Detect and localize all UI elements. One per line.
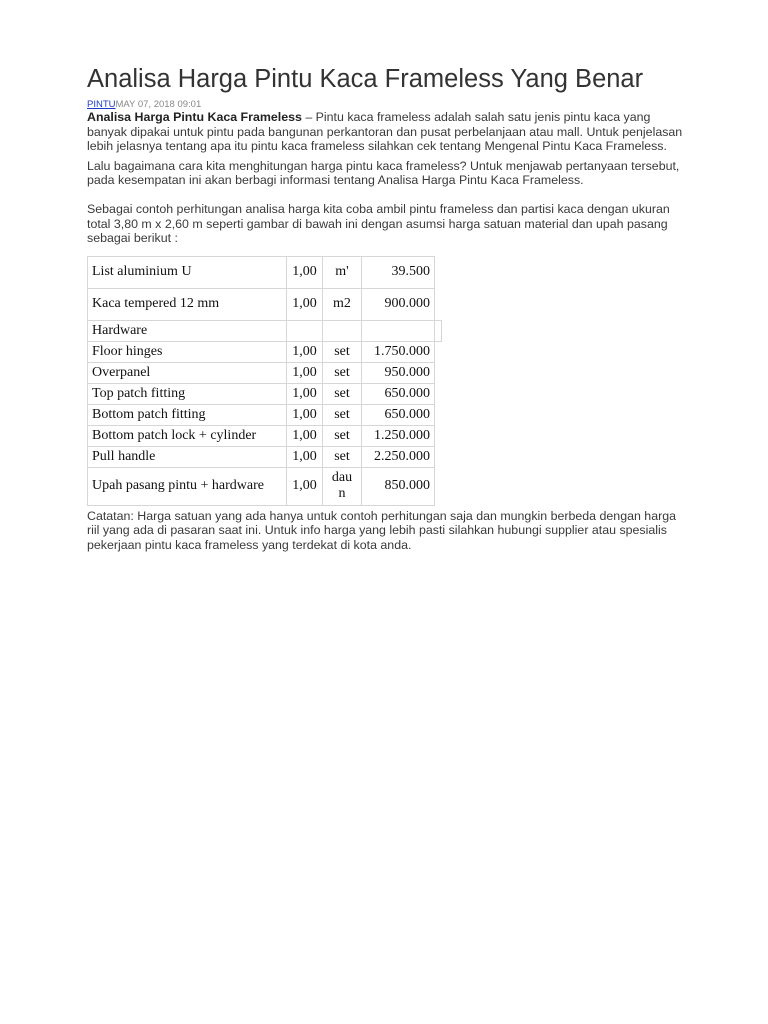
qty-cell: 1,00 — [287, 404, 323, 425]
price-cell: 2.250.000 — [362, 446, 435, 467]
unit-cell — [323, 320, 362, 341]
category-link[interactable]: PINTU — [87, 99, 116, 110]
qty-cell: 1,00 — [287, 256, 323, 288]
unit-cell: set — [323, 341, 362, 362]
table-row — [88, 446, 442, 467]
article — [87, 62, 687, 553]
unit-cell: set — [323, 383, 362, 404]
item-cell: Bottom patch lock + cylinder — [88, 425, 287, 446]
price-table — [87, 256, 442, 506]
price-cell: 650.000 — [362, 383, 435, 404]
item-cell: Hardware — [88, 320, 287, 341]
price-cell: 1.750.000 — [362, 341, 435, 362]
qty-cell: 1,00 — [287, 288, 323, 320]
unit-cell: m2 — [323, 288, 362, 320]
intro-bold-text: Analisa Harga Pintu Kaca Frameless — [87, 110, 302, 124]
price-cell: 39.500 — [362, 256, 435, 288]
item-cell: Top patch fitting — [88, 383, 287, 404]
unit-cell: set — [323, 446, 362, 467]
item-cell: Overpanel — [88, 362, 287, 383]
qty-cell: 1,00 — [287, 425, 323, 446]
price-cell: 850.000 — [362, 467, 435, 505]
table-row — [88, 362, 442, 383]
item-cell: Floor hinges — [88, 341, 287, 362]
qty-cell: 1,00 — [287, 467, 323, 505]
table-row — [88, 256, 442, 288]
qty-cell: 1,00 — [287, 383, 323, 404]
post-date: MAY 07, 2018 09:01 — [115, 99, 202, 110]
unit-cell: set — [323, 404, 362, 425]
qty-cell: 1,00 — [287, 446, 323, 467]
item-cell: Bottom patch fitting — [88, 404, 287, 425]
table-row — [88, 467, 442, 505]
price-cell: 900.000 — [362, 288, 435, 320]
table-row — [88, 341, 442, 362]
item-cell: Upah pasang pintu + hardware — [88, 467, 287, 505]
price-cell: 1.250.000 — [362, 425, 435, 446]
item-cell: Pull handle — [88, 446, 287, 467]
item-cell: List aluminium U — [88, 256, 287, 288]
table-row — [88, 320, 442, 341]
qty-cell: 1,00 — [287, 341, 323, 362]
post-meta — [87, 99, 687, 110]
table-row — [88, 288, 442, 320]
qty-cell: 1,00 — [287, 362, 323, 383]
intro-paragraph — [87, 110, 687, 154]
price-cell: 650.000 — [362, 404, 435, 425]
unit-cell: m' — [323, 256, 362, 288]
unit-cell: set — [323, 362, 362, 383]
unit-cell: set — [323, 425, 362, 446]
price-cell: 950.000 — [362, 362, 435, 383]
table-row — [88, 404, 442, 425]
table-row — [88, 425, 442, 446]
price-cell — [362, 320, 435, 341]
note-paragraph: Catatan: Harga satuan yang ada hanya untuk contoh perhitungan saja dan mungkin berbeda dengan harga riil yang ada di pasaran saat ini. Untuk info harga yang lebih pasti silahkan hubungi supplier atau spesialis pekerjaan pintu kaca frameless yang terdekat di kota anda. — [87, 508, 676, 552]
paragraph-3: Sebagai contoh perhitungan analisa harga kita coba ambil pintu frameless dan partisi kaca dengan ukuran total 3,80 m x 2,60 m seperti gambar di bawah ini dengan asumsi harga satuan material dan upah pasang sebagai berikut : — [87, 201, 670, 246]
qty-cell — [287, 320, 323, 341]
table-row — [88, 383, 442, 404]
item-cell: Kaca tempered 12 mm — [88, 288, 287, 320]
page-title: Analisa Harga Pintu Kaca Frameless Yang Benar — [87, 65, 644, 93]
intro-text: – Pintu kaca frameless adalah salah satu jenis pintu kaca yang banyak dipakai untuk pintu pada bangunan perkantoran dan pusat perbelanjaan atau mall. Untuk penjelasan lebih jelasnya tentang apa itu pintu kaca frameless silahkan cek tentang Mengenal Pintu Kaca Frameless. — [87, 110, 683, 154]
unit-cell: dau n — [323, 467, 362, 505]
paragraph-2: Lalu bagaimana cara kita menghitungan harga pintu kaca frameless? Untuk menjawab pertanyaan tersebut, pada kesempatan ini akan berbagi informasi tentang Analisa Harga Pintu Kaca Frameless. — [87, 158, 680, 188]
